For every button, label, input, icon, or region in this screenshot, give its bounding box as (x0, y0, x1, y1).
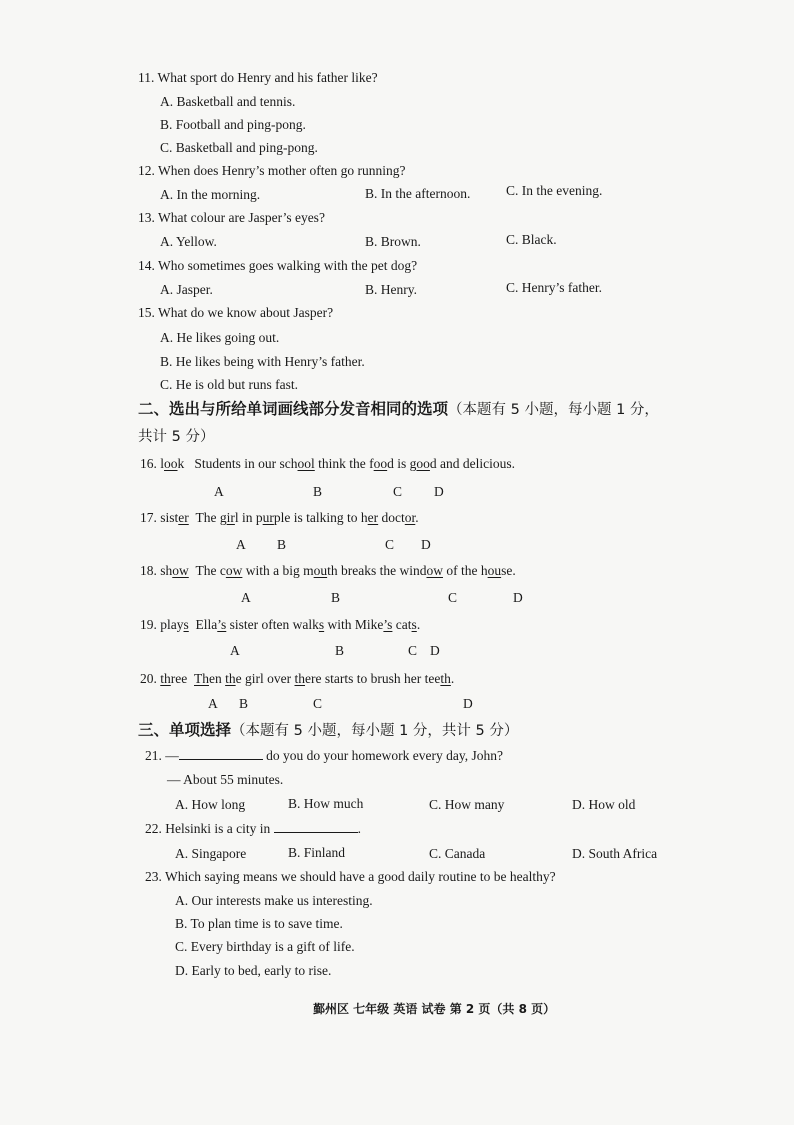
question-20: 20. three Then the girl over there starts to brush her teeth. (140, 671, 455, 686)
question-14-stem: 14. Who sometimes goes walking with the pet dog? (138, 258, 418, 273)
question-11-option-c: C. Basketball and ping-pong. (160, 140, 318, 155)
question-18: 18. show The cow with a big mouth breaks the window of the house. (140, 563, 516, 578)
question-23-option-b: B. To plan time is to save time. (175, 916, 343, 931)
section-3-note: （本题有 5 小题，每小题 1 分，共计 5 分） (231, 723, 519, 739)
q17-letter-b: B (277, 537, 287, 552)
q19-letter-a: A (230, 643, 240, 658)
section-2-note-continued: 共计 5 分） (138, 429, 215, 445)
question-23-option-c: C. Every birthday is a gift of life. (175, 939, 355, 954)
question-11-stem: 11. What sport do Henry and his father like? (138, 70, 378, 85)
q16-letter-b: B (313, 484, 323, 499)
question-15-option-a: A. He likes going out. (160, 330, 280, 345)
question-21-option-d: D. How old (572, 797, 636, 812)
section-2-note: （本题有 5 小题，每小题 1 分， (448, 402, 659, 418)
question-14-option-b: B. Henry. (365, 282, 417, 297)
q19-letter-d: D (430, 643, 440, 658)
question-15-option-b: B. He likes being with Henry’s father. (160, 354, 365, 369)
question-17: 17. sister The girl in purple is talking to her doctor. (140, 510, 419, 525)
answer-blank (179, 747, 263, 760)
question-13-option-a: A. Yellow. (160, 234, 217, 249)
question-13-stem: 13. What colour are Jasper’s eyes? (138, 210, 325, 225)
question-21-option-a: A. How long (175, 797, 246, 812)
q18-letter-b: B (331, 590, 341, 605)
q20-letter-c: C (313, 696, 323, 711)
question-13-option-b: B. Brown. (365, 234, 421, 249)
question-21-option-c: C. How many (429, 797, 505, 812)
question-13-option-c: C. Black. (506, 232, 557, 247)
q20-letter-a: A (208, 696, 218, 711)
question-21-reply: — About 55 minutes. (167, 772, 284, 787)
q16-letter-c: C (393, 484, 403, 499)
q18-letter-c: C (448, 590, 458, 605)
question-15-option-c: C. He is old but runs fast. (160, 377, 298, 392)
q16-letter-d: D (434, 484, 444, 499)
question-21-option-b: B. How much (288, 796, 364, 811)
question-23-option-a: A. Our interests make us interesting. (175, 893, 373, 908)
question-21-stem: 21. — do you do your homework every day, John? (145, 748, 503, 763)
question-12-option-b: B. In the afternoon. (365, 186, 471, 201)
q16-letter-a: A (214, 484, 224, 499)
question-12-option-a: A. In the morning. (160, 187, 261, 202)
answer-blank (274, 820, 358, 833)
question-14-option-a: A. Jasper. (160, 282, 213, 297)
question-12-stem: 12. When does Henry’s mother often go running? (138, 163, 406, 178)
question-22-option-b: B. Finland (288, 845, 346, 860)
section-3-title: 三、单项选择 (138, 721, 232, 739)
question-14-option-c: C. Henry’s father. (506, 280, 602, 295)
question-22-option-c: C. Canada (429, 846, 486, 861)
q17-letter-a: A (236, 537, 246, 552)
page-footer: 鄞州区 七年级 英语 试卷 第 2 页（共 8 页） (313, 1002, 556, 1016)
question-15-stem: 15. What do we know about Jasper? (138, 305, 334, 320)
question-11-option-b: B. Football and ping-pong. (160, 117, 306, 132)
q18-letter-a: A (241, 590, 251, 605)
q20-letter-d: D (463, 696, 473, 711)
question-16: 16. look Students in our school think the food is good and delicious. (140, 456, 516, 471)
question-12-option-c: C. In the evening. (506, 183, 603, 198)
section-2-title: 二、选出与所给单词画线部分发音相同的选项 (138, 400, 449, 418)
q19-letter-b: B (335, 643, 345, 658)
q17-letter-d: D (421, 537, 431, 552)
question-22-stem: 22. Helsinki is a city in . (145, 821, 361, 836)
question-22-option-d: D. South Africa (572, 846, 658, 861)
q18-letter-d: D (513, 590, 523, 605)
question-23-stem: 23. Which saying means we should have a good daily routine to be healthy? (145, 869, 556, 884)
question-11-option-a: A. Basketball and tennis. (160, 94, 296, 109)
question-22-option-a: A. Singapore (175, 846, 247, 861)
q20-letter-b: B (239, 696, 249, 711)
question-23-option-d: D. Early to bed, early to rise. (175, 963, 332, 978)
section-2-heading (138, 399, 659, 420)
q17-letter-c: C (385, 537, 395, 552)
question-19: 19. plays Ella’s sister often walks with Mike’s cats. (140, 617, 421, 632)
q19-letter-c: C (408, 643, 418, 658)
section-3-heading (138, 720, 518, 741)
